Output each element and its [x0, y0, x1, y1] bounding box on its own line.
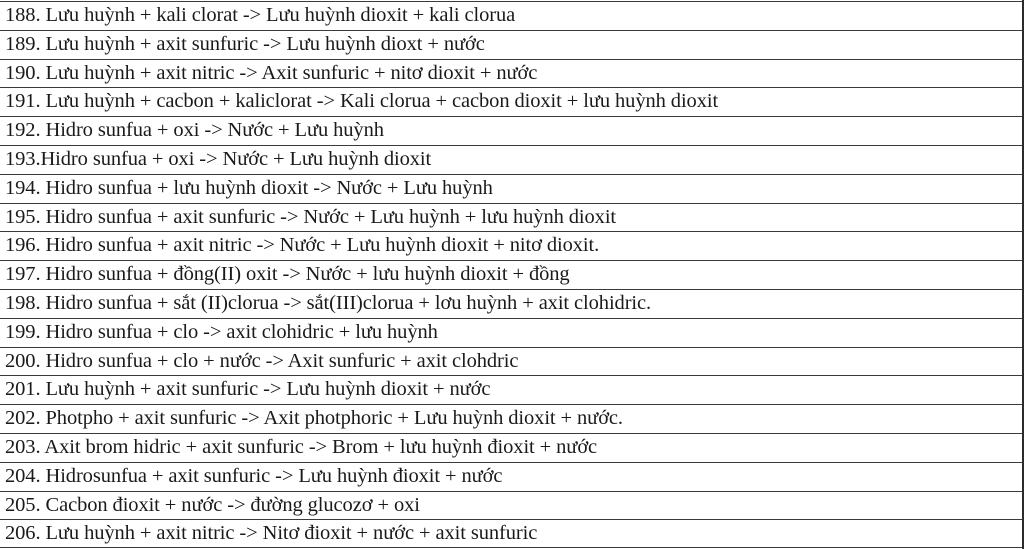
reaction-text: 191. Lưu huỳnh + cacbon + kaliclorat -> Kali clorua + cacbon dioxit + lưu huỳnh dioxit — [5, 90, 719, 113]
list-item — [0, 30, 1024, 59]
reaction-text: 194. Hidro sunfua + lưu huỳnh dioxit -> Nước + Lưu huỳnh — [5, 176, 493, 199]
list-item — [0, 433, 1024, 462]
list-item — [0, 318, 1024, 347]
reaction-text: 203. Axit brom hidric + axit sunfuric -> Brom + lưu huỳnh đioxit + nước — [5, 435, 598, 458]
list-item — [0, 260, 1024, 289]
list-item — [0, 59, 1024, 88]
reaction-text: 199. Hidro sunfua + clo -> axit clohidric + lưu huỳnh — [5, 320, 438, 343]
list-item — [0, 116, 1024, 145]
list-item — [0, 231, 1024, 260]
list-item — [0, 203, 1024, 232]
reaction-text: 196. Hidro sunfua + axit nitric -> Nước + Lưu huỳnh dioxit + nitơ dioxit. — [5, 234, 600, 257]
list-item — [0, 491, 1024, 520]
list-item — [0, 375, 1024, 404]
list-item — [0, 519, 1024, 548]
reaction-text: 189. Lưu huỳnh + axit sunfuric -> Lưu huỳnh dioxt + nước — [5, 32, 485, 55]
list-item — [0, 87, 1024, 116]
reaction-text: 195. Hidro sunfua + axit sunfuric -> Nước + Lưu huỳnh + lưu huỳnh dioxit — [5, 205, 617, 228]
list-item — [0, 1, 1024, 30]
reaction-text: 193.Hidro sunfua + oxi -> Nước + Lưu huỳnh dioxit — [5, 147, 432, 170]
reaction-text: 192. Hidro sunfua + oxi -> Nước + Lưu huỳnh — [5, 119, 384, 142]
reaction-text: 206. Lưu huỳnh + axit nitric -> Nitơ đioxit + nước + axit sunfuric — [5, 522, 538, 545]
reaction-text: 188. Lưu huỳnh + kali clorat -> Lưu huỳnh dioxit + kali clorua — [5, 4, 516, 26]
reaction-text: 197. Hidro sunfua + đồng(II) oxit -> Nước + lưu huỳnh dioxit + đồng — [5, 263, 570, 286]
list-item — [0, 462, 1024, 491]
list-item — [0, 404, 1024, 433]
reaction-text: 200. Hidro sunfua + clo + nước -> Axit sunfuric + axit clohdric — [5, 349, 519, 372]
list-item — [0, 289, 1024, 318]
list-item — [0, 174, 1024, 203]
reaction-text: 201. Lưu huỳnh + axit sunfuric -> Lưu huỳnh dioxit + nước — [5, 378, 491, 401]
reaction-text: 198. Hidro sunfua + sắt (II)clorua -> sắt(III)clorua + lơu huỳnh + axit clohidric. — [5, 291, 652, 314]
reaction-list — [0, 1, 1024, 548]
reaction-text: 190. Lưu huỳnh + axit nitric -> Axit sunfuric + nitơ dioxit + nước — [5, 61, 538, 84]
reaction-text: 205. Cacbon đioxit + nước -> đường glucozơ + oxi — [5, 493, 420, 516]
reaction-text: 204. Hidrosunfua + axit sunfuric -> Lưu huỳnh đioxit + nước — [5, 464, 503, 487]
list-item — [0, 347, 1024, 376]
reaction-text: 202. Photpho + axit sunfuric -> Axit photphoric + Lưu huỳnh dioxit + nước. — [5, 407, 623, 430]
list-item — [0, 145, 1024, 174]
